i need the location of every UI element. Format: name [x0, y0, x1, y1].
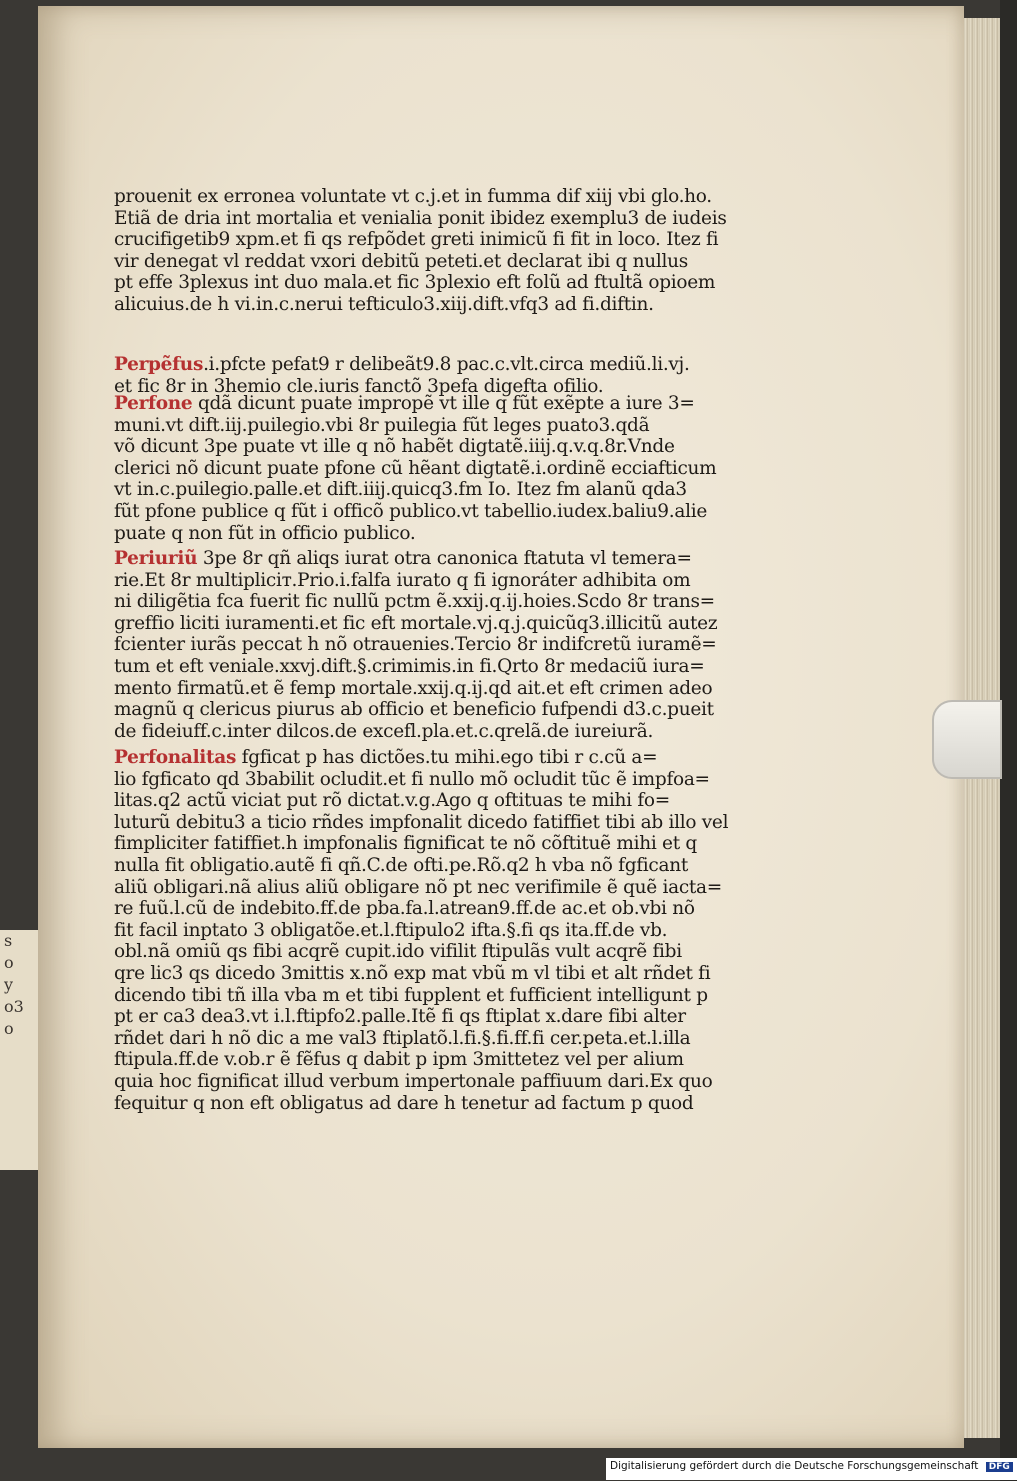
line-rest: 3pe 8r qñ aliqs iurat otra canonica ftatuta vl temera= [197, 548, 692, 569]
text-line [114, 393, 714, 414]
funding-footer [606, 1458, 1017, 1480]
text-line: dicendo tibi tñ illa vba m et tibi fupplent et fufficient intelligunt p [114, 984, 708, 1006]
text-line: võ dicunt 3pe puate vt ille q nõ habẽt digtatẽ.iiij.q.v.q.8r.Vnde [114, 436, 675, 458]
text-line: tum et eft veniale.xxvj.dift.§.crimimis.in fi.Qrto 8r medaciũ iura= [114, 656, 705, 677]
rubric-initial: Periuriũ [114, 548, 198, 569]
text-line: fimpliciter fatiffiet.h impfonalis fignificat te nõ cõftituẽ mihi et q [114, 833, 697, 855]
fragment-text: o3 [4, 997, 24, 1016]
text-line: fequitur q non eft obligatus ad dare h tenetur ad factum p quod [114, 1092, 694, 1114]
text-line: Etiã de dria int mortalia et venialia ponit ibidez exemplu3 de iudeis [114, 207, 727, 229]
text-line: vir denegat vl reddat vxori debitũ peteti.et declarat ibi q nullus [114, 250, 688, 272]
text-line: magnũ q clericus piurus ab officio et beneficio fufpendi d3.c.pueit [114, 699, 714, 721]
text-line: ni diligẽtia fca fuerit fic nullũ pctm ẽ.xxij.q.ij.hoies.Scdo 8r trans= [114, 591, 715, 613]
text-line: nulla fit obligatio.autẽ fi qñ.C.de ofti.pe.Rõ.q2 h vba nõ fgficant [114, 855, 688, 876]
text-line: de fideiuff.c.inter dilcos.de excefl.pla.et.c.qrelã.de iureiurã. [114, 720, 654, 742]
left-page-fragment [0, 930, 38, 1170]
text-line: fcienter iurãs peccat h nõ otrauenies.Tercio 8r indifcretũ iuramẽ= [114, 634, 717, 656]
line-rest: qdã dicunt puate impropẽ vt ille q fũt exẽpte a iure 3= [192, 393, 695, 414]
text-line: quia hoc fignificat illud verbum impertonale paffiuum dari.Ex quo [114, 1071, 713, 1092]
line-rest: .i.pfcte pefat9 r delibeãt9.8 pac.c.vlt.circa mediũ.li.vj. [203, 354, 690, 375]
text-line: aliũ obligari.nã alius aliũ obligare nõ pt nec verifimile ẽ quẽ iacta= [114, 876, 722, 898]
footer-text: Digitalisierung gefördert durch die Deutsche Forschungsgemeinschaft [610, 1460, 979, 1472]
text-line: prouenit ex erronea voluntate vt c.j.et in fumma dif xiij vbi glo.ho. [114, 186, 712, 207]
text-line: lio fgficato qd 3babilit ocludit.et fi nullo mõ ocludit tũc ẽ impfoa= [114, 768, 710, 790]
text-line: vt in.c.puilegio.palle.et dift.iiij.quicq3.fm Io. Itez fm alanũ qda3 [114, 479, 687, 501]
text-line: alicuius.de h vi.in.c.nerui tefticulo3.xiij.dift.vfq3 ad fi.diftin. [114, 294, 654, 315]
text-line: et fic 8r in 3hemio cle.iuris fanctõ 3pefa digefta ofilio. [114, 375, 604, 397]
text-line: clerici nõ dicunt puate pfone cũ hẽant digtatẽ.i.ordinẽ ecciafticum [114, 457, 717, 479]
text-line: fit facil inptato 3 obligatõe.et.l.ftipulo2 ifta.§.fi qs ita.ff.de vb. [114, 919, 668, 941]
text-line: rie.Et 8r multipliciт.Prio.i.falfa iurato q fi ignoráter adhibita om [114, 569, 691, 591]
text-line [114, 747, 714, 768]
text-line: pt er ca3 dea3.vt i.l.ftipfo2.palle.Itẽ fi qs ftiplat x.dare fibi alter [114, 1006, 686, 1028]
text-line: litas.q2 actũ viciat put rõ dictat.v.g.Ago q oftituas te mihi fo= [114, 790, 670, 812]
fragment-text: y [4, 975, 14, 994]
rubric-initial: Perpẽfus [114, 354, 204, 375]
text-line: qre lic3 qs dicedo 3mittis x.nõ exp mat vbũ m vl tibi et alt rñdet fi [114, 963, 711, 984]
text-line: muni.vt dift.iij.puilegio.vbi 8r puilegia fũt leges puato3.qdã [114, 414, 650, 436]
fragment-text: o [4, 1019, 14, 1038]
fragment-text: s [4, 931, 13, 950]
text-line: greffio liciti iuramenti.et fic eft mortale.vj.q.j.quicũq3.illicitũ autez [114, 612, 718, 634]
bookmark-tab [932, 700, 1002, 779]
text-line: fũt pfone publice q fũt i officõ publico.vt tabellio.iudex.baliu9.alie [114, 501, 707, 522]
text-line: obl.nã omiũ qs fibi acqrẽ cupit.ido vifilit ftipulãs vult acqrẽ fibi [114, 941, 682, 963]
text-line: puate q non fũt in officio publico. [114, 522, 416, 544]
text-line: ftipula.ff.de v.ob.r ẽ fẽfus q dabit p ipm 3mittetez vel per alium [114, 1049, 684, 1071]
dfg-logo: DFG [986, 1462, 1013, 1472]
fragment-text: o [4, 953, 14, 972]
text-line: luturũ debitu3 a ticio rñdes impfonalit dicedo fatiffiet tibi ab illo vel [114, 811, 729, 833]
rubric-initial: Perfonalitas [114, 747, 237, 768]
line-rest: fgficat p has dictões.tu mihi.ego tibi r c.cũ a= [236, 747, 658, 768]
text-line [114, 548, 714, 569]
text-line: mento firmatũ.et ẽ femp mortale.xxij.q.ij.qd ait.et eft crimen adeo [114, 677, 713, 699]
text-line [114, 354, 714, 375]
text-line: crucifigetib9 xpm.et fi qs refpõdet greti inimicũ fi fit in loco. Itez fi [114, 229, 719, 251]
text-line: re fuũ.l.cũ de indebito.ff.de pba.fa.l.atrean9.ff.de ac.et ob.vbi nõ [114, 898, 695, 920]
rubric-initial: Perfone [114, 393, 193, 414]
text-line: rñdet dari h nõ dic a me val3 ftiplatõ.l.fi.§.fi.ff.fi cer.peta.et.l.illa [114, 1027, 691, 1049]
text-line: pt effe 3plexus int duo mala.et fic 3plexio eft folũ ad ftultã opioem [114, 272, 716, 294]
